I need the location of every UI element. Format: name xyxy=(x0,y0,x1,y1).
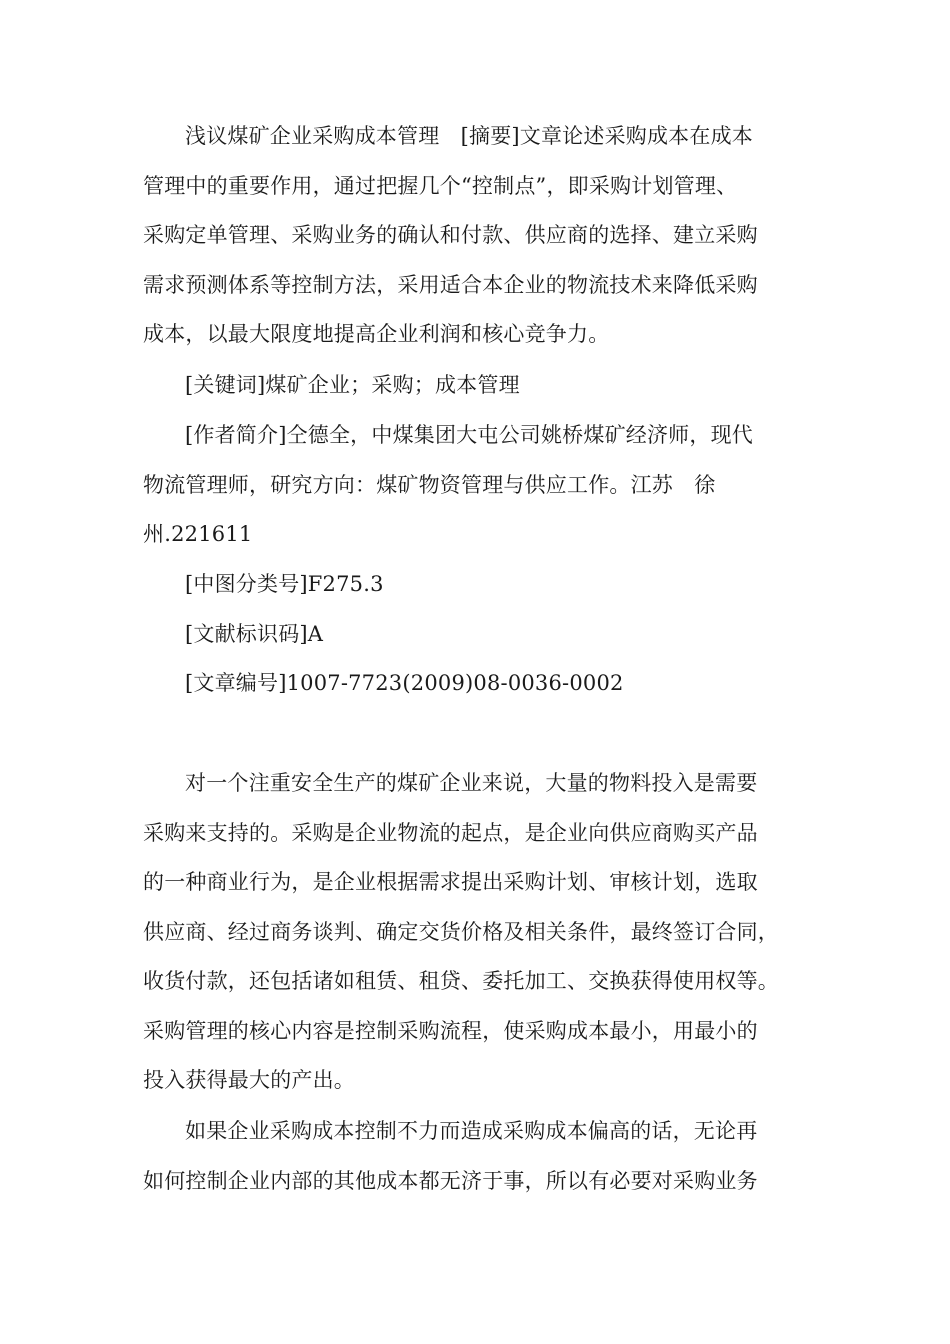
doc-code-paragraph xyxy=(143,610,815,660)
keywords-line: [关键词]煤矿企业；采购；成本管理 xyxy=(185,373,520,397)
body-line: 对一个注重安全生产的煤矿企业来说，大量的物料投入是需要 xyxy=(185,771,758,795)
author-line: 物流管理师，研究方向：煤矿物资管理与供应工作。江苏 徐 xyxy=(143,472,716,497)
body-paragraph-1 xyxy=(143,759,815,1106)
article-number-paragraph xyxy=(143,659,815,709)
body-line: 如果企业采购成本控制不力而造成采购成本偏高的话，无论再 xyxy=(185,1119,758,1143)
abstract-line: 需求预测体系等控制方法，采用适合本企业的物流技术来降低采购 xyxy=(143,272,758,297)
clc-paragraph xyxy=(143,560,815,610)
author-line: 州.221611 xyxy=(143,522,253,546)
abstract-line: 浅议煤矿企业采购成本管理 [摘要]文章论述采购成本在成本 xyxy=(185,124,753,148)
abstract-paragraph xyxy=(143,112,815,360)
clc-line: [中图分类号]F275.3 xyxy=(185,572,384,596)
body-line: 采购管理的核心内容是控制采购流程，使采购成本最小，用最小的 xyxy=(143,1018,758,1043)
article-number-line: [文章编号]1007-7723(2009)08-0036-0002 xyxy=(185,671,624,695)
body-line: 采购来支持的。采购是企业物流的起点，是企业向供应商购买产品 xyxy=(143,820,758,845)
abstract-line: 成本，以最大限度地提高企业利润和核心竞争力。 xyxy=(143,322,610,346)
author-paragraph xyxy=(143,411,815,560)
body-line: 如何控制企业内部的其他成本都无济于事，所以有必要对采购业务 xyxy=(143,1168,758,1193)
body-line: 收货付款，还包括诸如租赁、租贷、委托加工、交换获得使用权等。 xyxy=(143,969,779,993)
body-line: 供应商、经过商务谈判、确定交货价格及相关条件，最终签订合同， xyxy=(143,919,779,944)
doc-code-line: [文献标识码]A xyxy=(185,622,324,646)
body-paragraph-2 xyxy=(143,1107,815,1206)
abstract-line: 采购定单管理、采购业务的确认和付款、供应商的选择、建立采购 xyxy=(143,223,758,247)
author-line: [作者简介]仝德全，中煤集团大屯公司姚桥煤矿经济师，现代 xyxy=(185,423,753,447)
body-line: 投入获得最大的产出。 xyxy=(143,1068,355,1092)
keywords-paragraph xyxy=(143,361,815,411)
body-line: 的一种商业行为，是企业根据需求提出采购计划、审核计划，选取 xyxy=(143,870,758,894)
abstract-line: 管理中的重要作用，通过把握几个“控制点”，即采购计划管理、 xyxy=(143,173,738,198)
